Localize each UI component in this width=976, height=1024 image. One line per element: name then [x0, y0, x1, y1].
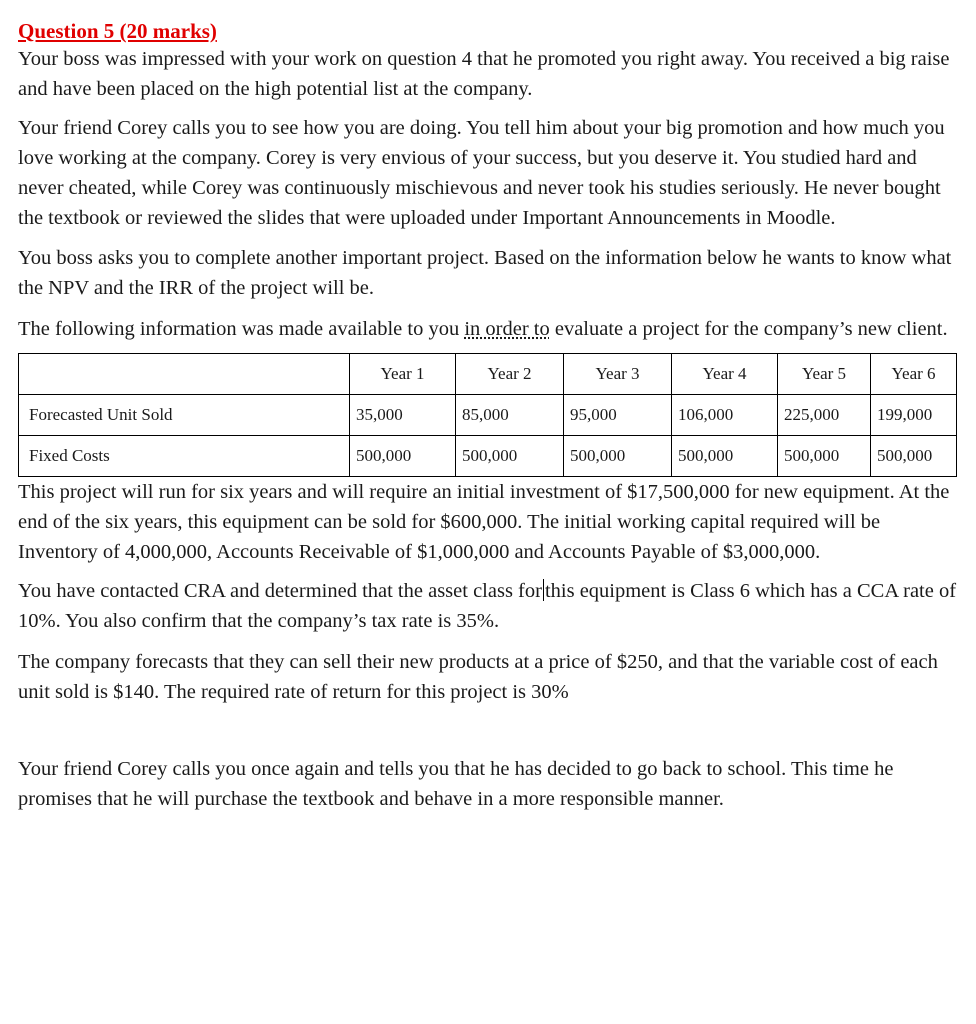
paragraph-project-details: This project will run for six years and will require an initial investment of $17,500,000 for new equipment. At the end of the six years, this equipment can be sold for $600,000. The initial working capital required will be Inventory of 4,000,000, Accounts Receivable of $1,000,000 and Accounts Payable of $3,000,000. [18, 481, 950, 563]
table-header-year: Year 6 [871, 354, 957, 395]
table-header-year: Year 2 [456, 354, 564, 395]
paragraph-cra [18, 576, 962, 636]
table-cell: 500,000 [564, 436, 672, 477]
table-cell: 35,000 [350, 395, 456, 436]
table-row-label: Forecasted Unit Sold [19, 395, 350, 436]
paragraph-price: The company forecasts that they can sell their new products at a price of $250, and that the variable cost of each unit sold is $140. The required rate of return for this project is 30% [18, 651, 938, 703]
paragraph-friend: Your friend Corey calls you to see how you are doing. You tell him about your big promotion and how much you love working at the company. Corey is very envious of your success, but you deserve it. You studied hard and never cheated, while Corey was continuously mischievous and never took his studies seriously. He never bought the textbook or reviewed the slides that were uploaded under Important Announcements in Moodle. [18, 117, 945, 229]
forecast-table [18, 353, 957, 477]
cra-text-after: this equipment is Class 6 which has a CCA rate of 10%. You also confirm that the company’s tax rate is 35%. [18, 580, 957, 632]
table-cell: 500,000 [456, 436, 564, 477]
table-row-label: Fixed Costs [19, 436, 350, 477]
table-cell: 106,000 [672, 395, 778, 436]
table-row [19, 436, 957, 477]
table-cell: 95,000 [564, 395, 672, 436]
table-header-year: Year 3 [564, 354, 672, 395]
cra-text-before: You have contacted CRA and determined that the asset class for [18, 580, 542, 602]
info-text-dotted: in order to [464, 318, 550, 340]
table-header-year: Year 4 [672, 354, 778, 395]
table-corner-cell [19, 354, 350, 395]
table-cell: 500,000 [672, 436, 778, 477]
text-cursor [543, 579, 544, 601]
table-row [19, 395, 957, 436]
question-heading: Question 5 (20 marks) [18, 19, 217, 43]
paragraph-boss-request: You boss asks you to complete another important project. Based on the information below he wants to know what the NPV and the IRR of the project will be. [18, 247, 952, 299]
table-cell: 500,000 [350, 436, 456, 477]
paragraph-intro: Your boss was impressed with your work on question 4 that he promoted you right away. You received a big raise and have been placed on the high potential list at the company. [18, 48, 950, 100]
document [18, 18, 962, 814]
table-header-year: Year 5 [778, 354, 871, 395]
table-cell: 225,000 [778, 395, 871, 436]
paragraph-info [18, 314, 962, 344]
paragraph-final: Your friend Corey calls you once again and tells you that he has decided to go back to school. This time he promises that he will purchase the textbook and behave in a more responsible manner. [18, 758, 894, 810]
table-cell: 199,000 [871, 395, 957, 436]
info-text-after: evaluate a project for the company’s new client. [549, 318, 948, 340]
table-cell: 85,000 [456, 395, 564, 436]
table-cell: 500,000 [778, 436, 871, 477]
table-header-year: Year 1 [350, 354, 456, 395]
table-cell: 500,000 [871, 436, 957, 477]
table-header-row [19, 354, 957, 395]
info-text-before: The following information was made available to you [18, 318, 465, 340]
